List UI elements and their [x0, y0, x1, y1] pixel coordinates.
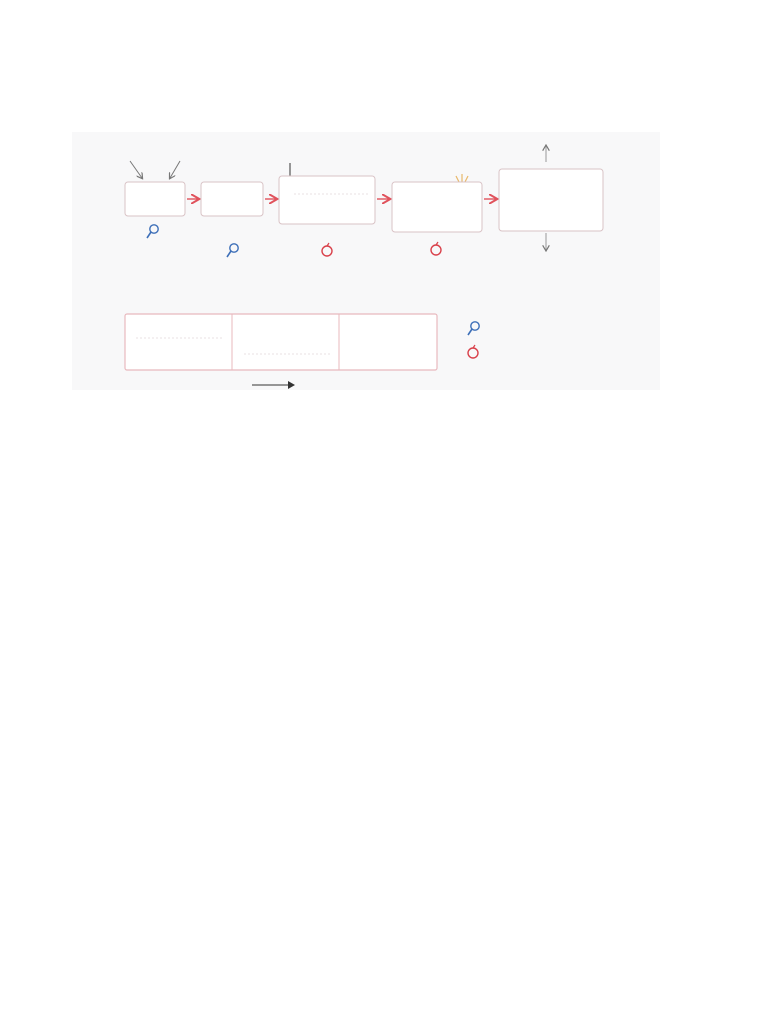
diagram-svg	[72, 132, 660, 390]
consistency-strip	[125, 314, 437, 370]
heat-icon	[431, 242, 441, 255]
process-diagram	[72, 132, 660, 390]
mix-icon	[468, 322, 479, 335]
mix-icon	[227, 244, 238, 257]
stage-mixing-box	[125, 182, 185, 216]
stage-cooling-box	[201, 182, 263, 216]
heat-icon	[468, 345, 478, 358]
water-arrow	[130, 161, 142, 178]
heat-icon	[322, 243, 332, 256]
mix-icon	[147, 225, 158, 238]
stage-final-cooling-box	[499, 169, 603, 231]
stage-evaporation-box	[392, 182, 482, 232]
stage-fermentation-box	[279, 176, 375, 224]
milk-arrow	[170, 161, 180, 178]
